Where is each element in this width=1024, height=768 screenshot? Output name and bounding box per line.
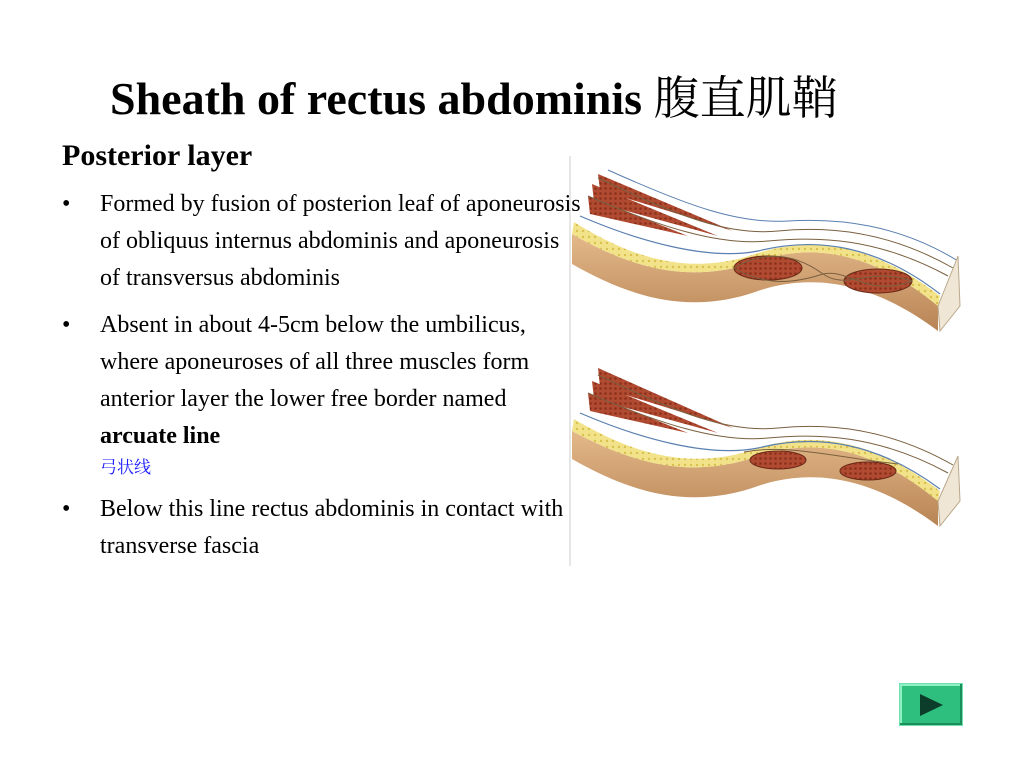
bullet-marker: • xyxy=(62,191,71,217)
section-heading: Posterior layer xyxy=(62,139,253,172)
bullet-item xyxy=(62,491,582,565)
bullet-cn-term: 弓状线 xyxy=(100,458,151,478)
bullet-text: Below this line rectus abdominis in contact with transverse fascia xyxy=(100,496,564,559)
bullet-text: Formed by fusion of posterion leaf of aponeurosis of obliquus internus abdominis and aponeurosis of transversus abdominis xyxy=(100,191,581,291)
bullet-list xyxy=(62,186,582,575)
bullet-marker: • xyxy=(62,496,71,522)
next-slide-button[interactable] xyxy=(899,683,963,726)
abdominal-wall-illustration xyxy=(568,156,968,566)
bullet-item xyxy=(62,186,582,297)
play-triangle-icon xyxy=(916,692,946,718)
bullet-marker: • xyxy=(62,312,71,338)
lower-cross-section xyxy=(572,368,960,526)
slide-title-cn: 腹直肌鞘 xyxy=(653,71,838,125)
bullet-bold-term: arcuate line xyxy=(100,423,221,449)
slide-title xyxy=(110,70,1010,127)
bullet-text: Absent in about 4-5cm below the umbilicus, where aponeuroses of all three muscles form anterior layer the lower free border named xyxy=(100,312,530,412)
cross-section-svg xyxy=(568,156,968,566)
upper-cross-section xyxy=(572,170,960,331)
slide-title-text: Sheath of rectus abdominis xyxy=(110,73,654,124)
bullet-item xyxy=(62,307,582,481)
